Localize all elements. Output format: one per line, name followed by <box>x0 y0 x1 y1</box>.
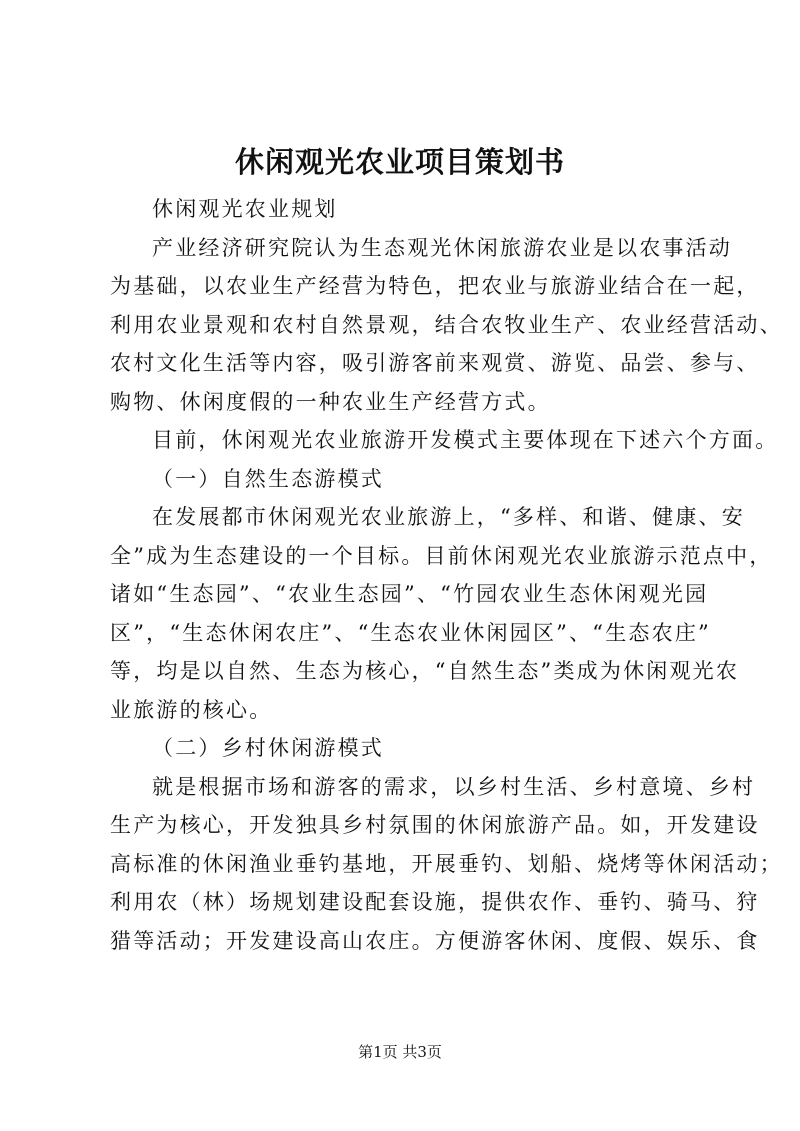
paragraph-line: 猎等活动；开发建设高山农庄。方便游客休闲、度假、娱乐、食 <box>110 928 760 953</box>
section-heading: 休闲观光农业规划 <box>152 197 338 221</box>
paragraph-line: 高标准的休闲渔业垂钓基地，开展垂钓、划船、烧烤等休闲活动； <box>110 851 783 876</box>
paragraph-line: 利用农（林）场规划建设配套设施，提供农作、垂钓、骑马、狩 <box>110 890 760 914</box>
paragraph-line: 农村文化生活等内容，吸引游客前来观赏、游览、品尝、参与、 <box>110 351 760 375</box>
paragraph-line: 为基础，以农业生产经营为特色，把农业与旅游业结合在一起， <box>110 274 760 298</box>
paragraph-line: 诸如“生态园”、“农业生态园”、“竹园农业生态休闲观光园 <box>110 582 709 606</box>
paragraph-line: 业旅游的核心。 <box>110 697 273 722</box>
paragraph-line: 购物、休闲度假的一种农业生产经营方式。 <box>110 389 551 414</box>
paragraph-line: 在发展都市休闲观光农业旅游上，“多样、和谐、健康、安 <box>152 505 745 529</box>
paragraph-line: 利用农业景观和农村自然景观，结合农牧业生产、农业经营活动、 <box>110 312 783 337</box>
paragraph-line: 区”，“生态休闲农庄”、“生态农业休闲园区”、“生态农庄” <box>110 620 711 645</box>
page-footer: 第1页 共3页 <box>358 1043 442 1061</box>
subsection-heading: （一）自然生态游模式 <box>152 466 384 491</box>
document-body <box>110 190 783 960</box>
paragraph-line: 生产为核心，开发独具乡村氛围的休闲旅游产品。如，开发建设 <box>110 813 760 837</box>
paragraph-line: 就是根据市场和游客的需求，以乡村生活、乡村意境、乡村 <box>152 774 756 799</box>
paragraph-line: 产业经济研究院认为生态观光休闲旅游农业是以农事活动 <box>152 235 732 260</box>
paragraph-line: 全”成为生态建设的一个目标。目前休闲观光农业旅游示范点中， <box>110 543 773 568</box>
subsection-heading: （二）乡村休闲游模式 <box>152 736 384 760</box>
paragraph-line: 等，均是以自然、生态为核心，“自然生态”类成为休闲观光农 <box>110 659 740 683</box>
document-title: 休闲观光农业项目策划书 <box>234 145 565 179</box>
paragraph-line: 目前，休闲观光农业旅游开发模式主要体现在下述六个方面。 <box>152 428 779 452</box>
